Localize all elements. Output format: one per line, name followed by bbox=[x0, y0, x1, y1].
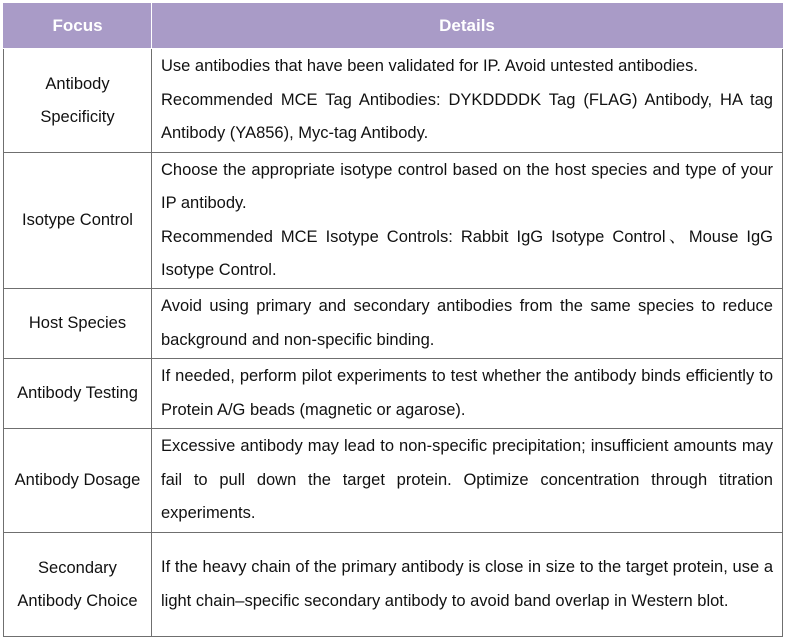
details-text: Recommended MCE Isotype Controls: Rabbit IgG Isotype Control、Mouse IgG Isotype Control. bbox=[161, 227, 773, 279]
header-details: Details bbox=[152, 4, 783, 49]
focus-cell: Host Species bbox=[4, 289, 152, 359]
details-cell bbox=[152, 49, 783, 153]
table-row bbox=[4, 289, 783, 359]
details-text: Use antibodies that have been validated for IP. Avoid untested antibodies. bbox=[161, 57, 698, 76]
table-row bbox=[4, 153, 783, 289]
focus-cell: Antibody Dosage bbox=[4, 429, 152, 533]
details-text: Excessive antibody may lead to non-specific precipitation; insufficient amounts may fail to pull down the target protein. Optimize concentration through titration experiments. bbox=[161, 437, 773, 523]
details-text: If the heavy chain of the primary antibody is close in size to the target protein, use a light chain–specific secondary antibody to avoid band overlap in Western blot. bbox=[161, 558, 773, 610]
details-cell bbox=[152, 533, 783, 637]
details-cell bbox=[152, 153, 783, 289]
focus-cell: Isotype Control bbox=[4, 153, 152, 289]
table-row bbox=[4, 359, 783, 429]
details-text: Recommended MCE Tag Antibodies: DYKDDDDK Tag (FLAG) Antibody, HA tag Antibody (YA856), Myc-tag Antibody. bbox=[161, 90, 773, 143]
focus-cell: Antibody Specificity bbox=[4, 49, 152, 153]
table-row bbox=[4, 429, 783, 533]
header-focus: Focus bbox=[4, 4, 152, 49]
details-cell bbox=[152, 359, 783, 429]
table-row bbox=[4, 49, 783, 153]
details-text: If needed, perform pilot experiments to test whether the antibody binds efficiently to Protein A/G beads (magnetic or agarose). bbox=[161, 367, 773, 419]
focus-cell: Antibody Testing bbox=[4, 359, 152, 429]
focus-cell: Secondary Antibody Choice bbox=[4, 533, 152, 637]
ip-antibody-guidelines-table bbox=[3, 3, 783, 637]
table-row bbox=[4, 533, 783, 637]
details-cell bbox=[152, 289, 783, 359]
header-row bbox=[4, 4, 783, 49]
details-text: Avoid using primary and secondary antibodies from the same species to reduce background and non-specific binding. bbox=[161, 297, 773, 349]
details-text: Choose the appropriate isotype control based on the host species and type of your IP antibody. bbox=[161, 160, 773, 212]
details-cell bbox=[152, 429, 783, 533]
